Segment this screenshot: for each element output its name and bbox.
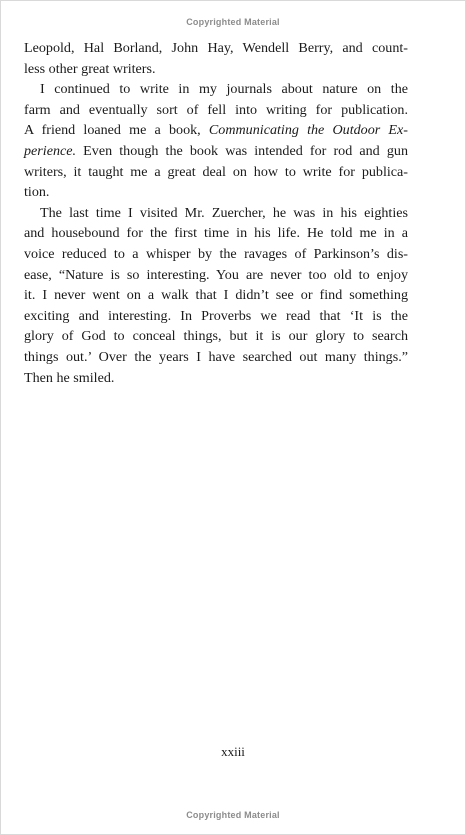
text-line: voice reduced to a whisper by the ravages of Parkinson’s dis-: [24, 245, 408, 262]
book-title-italic: Communicating the Outdoor Ex-: [208, 122, 408, 139]
text-line: A friend loaned me a book, Communicating the Outdoor Ex-: [24, 122, 408, 139]
paragraph-start-line: I continued to write in my journals about nature on the: [40, 81, 408, 98]
text-line: tion.: [24, 184, 50, 201]
watermark-top: Copyrighted Material: [186, 17, 280, 27]
text-line: Then he smiled.: [24, 369, 115, 386]
paragraph-start-line: The last time I visited Mr. Zuercher, he was in his eighties: [40, 204, 408, 221]
text-line: ease, “Nature is so interesting. You are never too old to enjoy: [24, 266, 408, 283]
text-line: and housebound for the first time in his life. He told me in a: [24, 225, 408, 242]
watermark-bottom: Copyrighted Material: [186, 810, 280, 820]
text-line: farm and eventually sort of fell into writing for publication.: [24, 101, 408, 118]
text-line: glory of God to conceal things, but it is our glory to search: [24, 328, 408, 345]
page-number: xxiii: [221, 744, 245, 759]
text-line: Leopold, Hal Borland, John Hay, Wendell Berry, and count-: [24, 40, 408, 56]
text-line: exciting and interesting. In Proverbs we read that ‘It is the: [24, 307, 408, 324]
text-line: less other great writers.: [24, 60, 156, 77]
body-text: [24, 38, 408, 388]
text-line: it. I never went on a walk that I didn’t see or find something: [24, 287, 408, 304]
text-line: perience. Even though the book was intended for rod and gun: [24, 142, 408, 159]
text-line: things out.’ Over the years I have searched out many things.”: [24, 348, 408, 365]
text-line: writers, it taught me a great deal on how to write for publica-: [24, 163, 408, 180]
book-title-italic: perience.: [24, 142, 77, 159]
